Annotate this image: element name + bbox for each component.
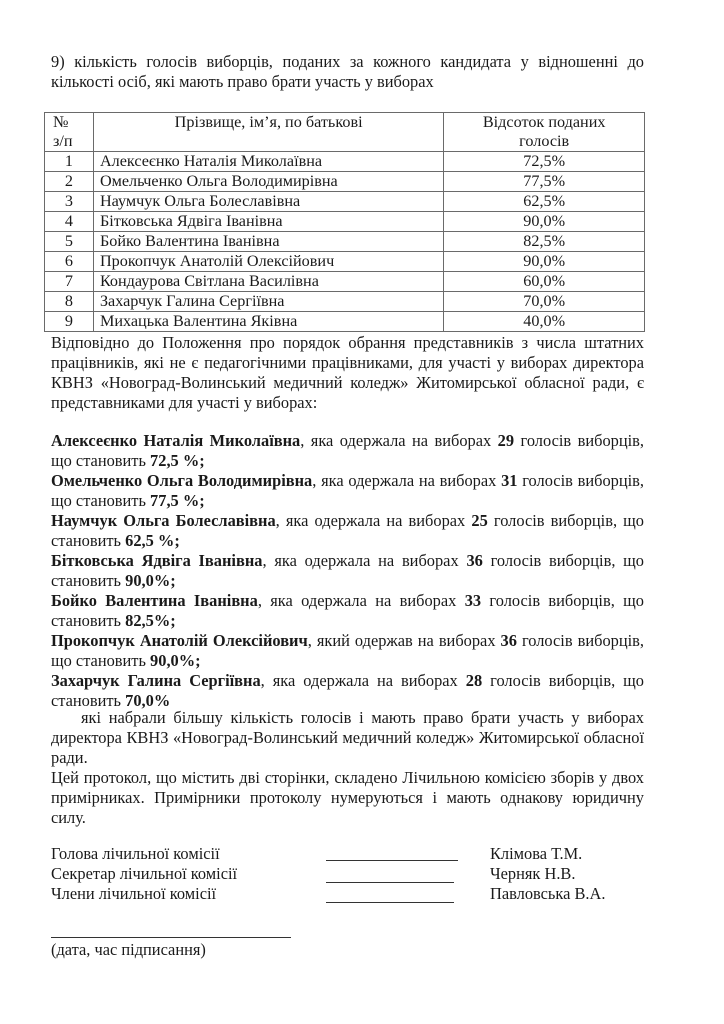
row-percent: 72,5% <box>444 152 645 172</box>
representative-text: , яка одержала на виборах <box>312 471 502 490</box>
header-percent-line: голосів <box>519 132 570 150</box>
row-number: 1 <box>45 152 94 172</box>
row-percent: 62,5% <box>444 192 645 212</box>
representative-text: , який одержав на виборах <box>307 631 501 650</box>
representative-votes: 36 <box>500 631 517 650</box>
statement-line: Відповідно до Положення про порядок обрання представників з числа штатних <box>51 333 644 352</box>
signature-role: Секретар лічильної комісії <box>51 864 238 883</box>
representative-entry <box>51 631 644 671</box>
row-name: Бойко Валентина Іванівна <box>93 232 443 252</box>
row-number: 4 <box>45 212 94 232</box>
representative-text: становить <box>51 531 126 550</box>
signature-members <box>51 884 651 904</box>
representative-text: що становить <box>51 491 151 510</box>
signature-role: Члени лічильної комісії <box>51 884 217 903</box>
row-number: 3 <box>45 192 94 212</box>
signature-line <box>326 882 454 883</box>
row-name: Омельченко Ольга Володимирівна <box>93 172 443 192</box>
row-number: 9 <box>45 312 94 332</box>
statement-line: представниками для участі у виборах: <box>51 393 318 412</box>
header-number-line: з/п <box>53 132 73 150</box>
representative-name: Омельченко Ольга Володимирівна <box>51 471 313 490</box>
table-row <box>45 152 645 172</box>
signature-line <box>326 860 458 861</box>
row-name: Наумчук Ольга Болеславівна <box>93 192 443 212</box>
header-percent <box>444 113 645 152</box>
representative-votes: 36 <box>466 551 483 570</box>
representative-name: Захарчук Галина Сергіївна <box>51 671 261 690</box>
representative-text: , яка одержала на виборах <box>257 591 465 610</box>
signature-name: Клімова Т.М. <box>490 844 583 863</box>
representative-percent: 77,5 %; <box>150 491 205 510</box>
row-percent: 82,5% <box>444 232 645 252</box>
representative-text: голосів виборців, що <box>482 551 644 570</box>
header-number-line: № <box>53 113 69 131</box>
representative-votes: 29 <box>497 431 515 450</box>
protocol-line: примірниках. Примірники протоколу нумеруються і мають однакову юридичну <box>51 788 644 807</box>
signature-name: Черняк Н.В. <box>490 864 576 883</box>
representative-percent: 72,5 %; <box>150 451 205 470</box>
row-percent: 40,0% <box>444 312 645 332</box>
row-number: 6 <box>45 252 94 272</box>
table-row <box>45 292 645 312</box>
representative-text: становить <box>51 571 126 590</box>
row-name: Михацька Валентина Яківна <box>93 312 443 332</box>
representative-text: , яка одержала на виборах <box>260 671 466 690</box>
representative-text: що становить <box>51 451 151 470</box>
conclusion-line: які набрали більшу кількість голосів і мають право брати участь у виборах <box>81 708 644 727</box>
row-name: Кондаурова Світлана Василівна <box>93 272 443 292</box>
votes-table <box>44 112 645 332</box>
protocol-line: силу. <box>51 808 86 827</box>
row-number: 7 <box>45 272 94 292</box>
representative-percent: 62,5 %; <box>125 531 180 550</box>
representative-percent: 82,5%; <box>125 611 176 630</box>
conclusion-paragraph <box>51 708 644 768</box>
conclusion-line: директора КВНЗ «Новоград-Волинський медичний коледж» Житомирської обласної <box>51 728 644 747</box>
representative-text: голосів виборців, <box>516 631 644 650</box>
representative-percent: 70,0% <box>125 691 171 710</box>
signature-role: Голова лічильної комісії <box>51 844 220 863</box>
row-name: Захарчук Галина Сергіївна <box>93 292 443 312</box>
conclusion-line: ради. <box>51 748 88 767</box>
representatives-list <box>51 431 644 711</box>
representative-text: становить <box>51 611 126 630</box>
table-row <box>45 192 645 212</box>
statement-paragraph <box>51 333 644 413</box>
representative-entry <box>51 671 644 711</box>
row-percent: 60,0% <box>444 272 645 292</box>
table-row <box>45 172 645 192</box>
representative-entry <box>51 551 644 591</box>
intro-paragraph <box>51 52 644 92</box>
representative-name: Прокопчук Анатолій Олексійович <box>51 631 308 650</box>
date-signature-line <box>51 937 291 938</box>
table-row <box>45 212 645 232</box>
representative-name: Алексеєнко Наталія Миколаївна <box>51 431 301 450</box>
intro-line: 9) кількість голосів виборців, поданих за кожного кандидата у відношенні до <box>51 52 644 71</box>
signature-chair <box>51 844 651 864</box>
row-name: Бітковська Ядвіга Іванівна <box>93 212 443 232</box>
representative-percent: 90,0%; <box>150 651 201 670</box>
representative-text: , яка одержала на виборах <box>300 431 498 450</box>
statement-line: працівників, які не є педагогічними працівниками, для участі у виборах директора <box>51 353 644 372</box>
representative-text: становить <box>51 691 126 710</box>
representative-percent: 90,0%; <box>125 571 176 590</box>
statement-line: КВНЗ «Новоград-Волинський медичний коледж» Житомирської обласної ради, є <box>51 373 644 392</box>
row-name: Прокопчук Анатолій Олексійович <box>93 252 443 272</box>
representative-name: Бойко Валентина Іванівна <box>51 591 258 610</box>
representative-text: голосів виборців, що <box>481 591 644 610</box>
representative-entry <box>51 591 644 631</box>
representative-text: , яка одержала на виборах <box>262 551 467 570</box>
row-number: 2 <box>45 172 94 192</box>
row-name: Алексеєнко Наталія Миколаївна <box>93 152 443 172</box>
row-percent: 90,0% <box>444 212 645 232</box>
table-header-row <box>45 113 645 152</box>
representative-text: що становить <box>51 651 151 670</box>
representative-votes: 33 <box>464 591 482 610</box>
row-percent: 70,0% <box>444 292 645 312</box>
row-number: 5 <box>45 232 94 252</box>
date-label: (дата, час підписання) <box>51 940 206 959</box>
row-percent: 77,5% <box>444 172 645 192</box>
representative-text: голосів виборців, <box>517 471 645 490</box>
intro-line: кількості осіб, які мають право брати участь у виборах <box>51 72 434 91</box>
representative-text: голосів виборців, що <box>482 671 644 690</box>
table-row <box>45 272 645 292</box>
header-percent-line: Відсоток поданих <box>482 113 606 131</box>
signature-name: Павловська В.А. <box>490 884 606 903</box>
representative-text: , яка одержала на виборах <box>275 511 472 530</box>
signature-secretary <box>51 864 651 884</box>
representative-name: Бітковська Ядвіга Іванівна <box>51 551 263 570</box>
representative-votes: 28 <box>465 671 483 690</box>
header-number <box>45 113 94 152</box>
table-row <box>45 312 645 332</box>
row-number: 8 <box>45 292 94 312</box>
representative-text: голосів виборців, <box>514 431 645 450</box>
table-row <box>45 232 645 252</box>
representative-entry <box>51 511 644 551</box>
representative-entry <box>51 471 644 511</box>
table-row <box>45 252 645 272</box>
signature-line <box>326 902 454 903</box>
representative-text: голосів виборців, що <box>487 511 644 530</box>
representative-votes: 31 <box>501 471 518 490</box>
representative-name: Наумчук Ольга Болеславівна <box>51 511 276 530</box>
representative-votes: 25 <box>471 511 488 530</box>
row-percent: 90,0% <box>444 252 645 272</box>
header-name: Прізвище, ім’я, по батькові <box>93 113 443 152</box>
protocol-line: Цей протокол, що містить дві сторінки, складено Лічильною комісією зборів у двох <box>51 768 644 787</box>
representative-entry <box>51 431 644 471</box>
protocol-paragraph <box>51 768 644 828</box>
